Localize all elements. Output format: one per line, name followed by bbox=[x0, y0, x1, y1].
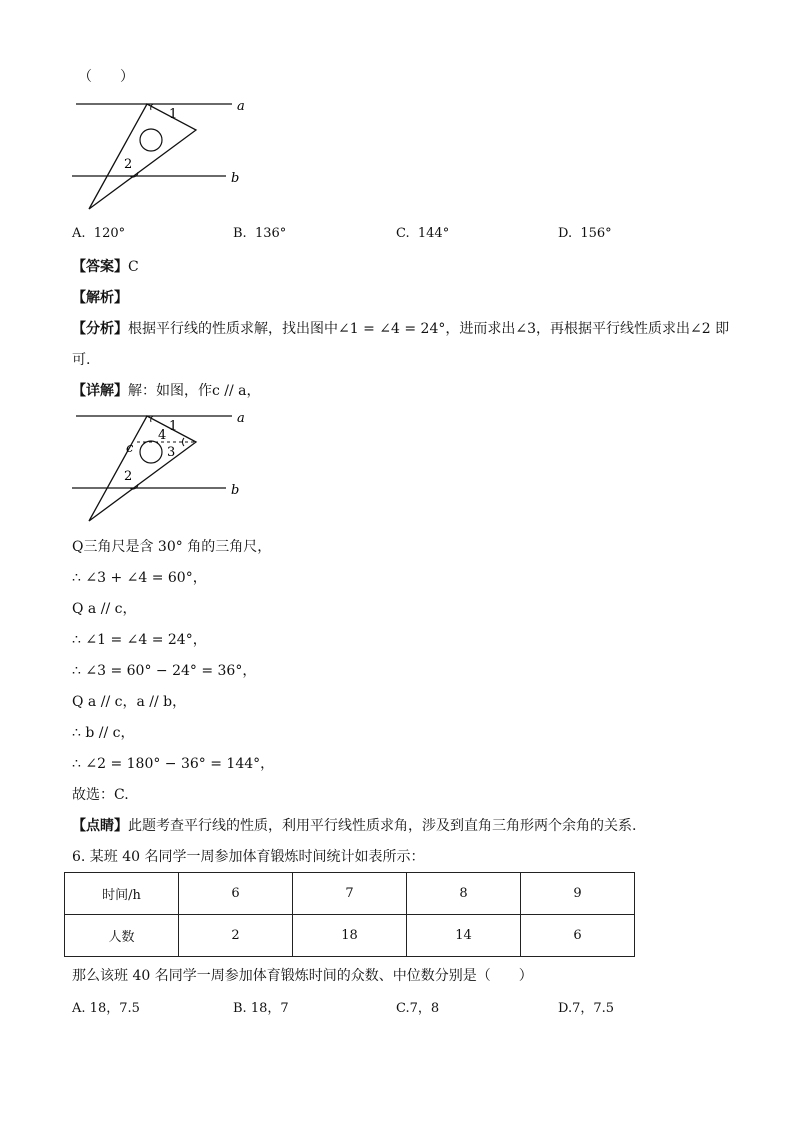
figure-with-auxiliary-line bbox=[60, 404, 260, 528]
line-label-b: b bbox=[231, 171, 240, 186]
line-label-a: a bbox=[237, 411, 245, 426]
angle-label-2: 2 bbox=[124, 157, 133, 172]
table-row bbox=[65, 915, 635, 957]
table-cell: 9 bbox=[521, 873, 635, 915]
q6-option-d[interactable]: D.7，7.5 bbox=[558, 1001, 615, 1016]
step-7: ∴ b // c， bbox=[72, 725, 135, 741]
table-cell: 6 bbox=[521, 915, 635, 957]
step-2: ∴ ∠3 + ∠4 = 60°， bbox=[72, 570, 207, 586]
angle-label-3: 3 bbox=[167, 445, 176, 460]
comment-line: 【点睛】此题考查平行线的性质，利用平行线性质求角，涉及到直角三角形两个余角的关系. bbox=[72, 818, 637, 834]
table-cell: 时间/h bbox=[65, 873, 179, 915]
angle-label-1: 1 bbox=[169, 419, 178, 434]
option-c[interactable]: C. 144° bbox=[396, 226, 450, 241]
q6-option-a[interactable]: A. 18，7.5 bbox=[72, 1001, 140, 1016]
figure-parallel-lines-triangle bbox=[60, 92, 260, 216]
angle-label-4: 4 bbox=[158, 428, 167, 443]
step-8: ∴ ∠2 = 180° − 36° = 144°， bbox=[72, 756, 275, 772]
table-cell: 人数 bbox=[65, 915, 179, 957]
step-5: ∴ ∠3 = 60° − 24° = 36°， bbox=[72, 663, 257, 679]
q6-option-c[interactable]: C.7，8 bbox=[396, 1001, 440, 1016]
option-b[interactable]: B. 136° bbox=[233, 226, 287, 241]
line-label-c: c bbox=[126, 441, 134, 456]
table-cell: 7 bbox=[293, 873, 407, 915]
ruler-hole bbox=[140, 129, 162, 151]
step-9-conclusion: 故选：C. bbox=[72, 787, 129, 803]
q6-stats-table bbox=[64, 872, 635, 957]
step-3: Q a // c， bbox=[72, 601, 137, 617]
step-4: ∴ ∠1 = ∠4 = 24°， bbox=[72, 632, 207, 648]
table-cell: 14 bbox=[407, 915, 521, 957]
angle-label-2: 2 bbox=[124, 469, 133, 484]
analysis-tag: 【解析】 bbox=[72, 290, 128, 306]
table-cell: 8 bbox=[407, 873, 521, 915]
detail-line: 【详解】解：如图，作c // a， bbox=[72, 383, 261, 399]
table-cell: 2 bbox=[179, 915, 293, 957]
q6-stem: 6. 某班 40 名同学一周参加体育锻炼时间统计如表所示： bbox=[72, 849, 425, 865]
question-bracket: （ ） bbox=[78, 69, 134, 85]
option-a[interactable]: A. 120° bbox=[72, 226, 126, 241]
option-d[interactable]: D. 156° bbox=[558, 226, 612, 241]
analysis-line-1: 【分析】根据平行线的性质求解，找出图中∠1 = ∠4 = 24°，进而求出∠3，再根据平行线性质求出∠2 即 bbox=[72, 321, 730, 337]
angle-label-1: 1 bbox=[169, 107, 178, 122]
table-row bbox=[65, 873, 635, 915]
ruler-hole bbox=[140, 441, 162, 463]
table-cell: 6 bbox=[179, 873, 293, 915]
line-label-a: a bbox=[237, 99, 245, 114]
triangle-ruler bbox=[89, 104, 196, 209]
triangle-ruler bbox=[89, 416, 196, 521]
step-6: Q a // c，a // b， bbox=[72, 694, 187, 710]
analysis-line-2: 可. bbox=[72, 352, 91, 368]
table-cell: 18 bbox=[293, 915, 407, 957]
q6-option-b[interactable]: B. 18，7 bbox=[233, 1001, 289, 1016]
line-label-b: b bbox=[231, 483, 240, 498]
answer-line: 【答案】C bbox=[72, 259, 139, 275]
step-1: Q三角尺是含 30° 角的三角尺， bbox=[72, 539, 272, 555]
q6-question: 那么该班 40 名同学一周参加体育锻炼时间的众数、中位数分别是（ ） bbox=[72, 968, 533, 984]
angle-arc-3-4 bbox=[182, 438, 184, 446]
